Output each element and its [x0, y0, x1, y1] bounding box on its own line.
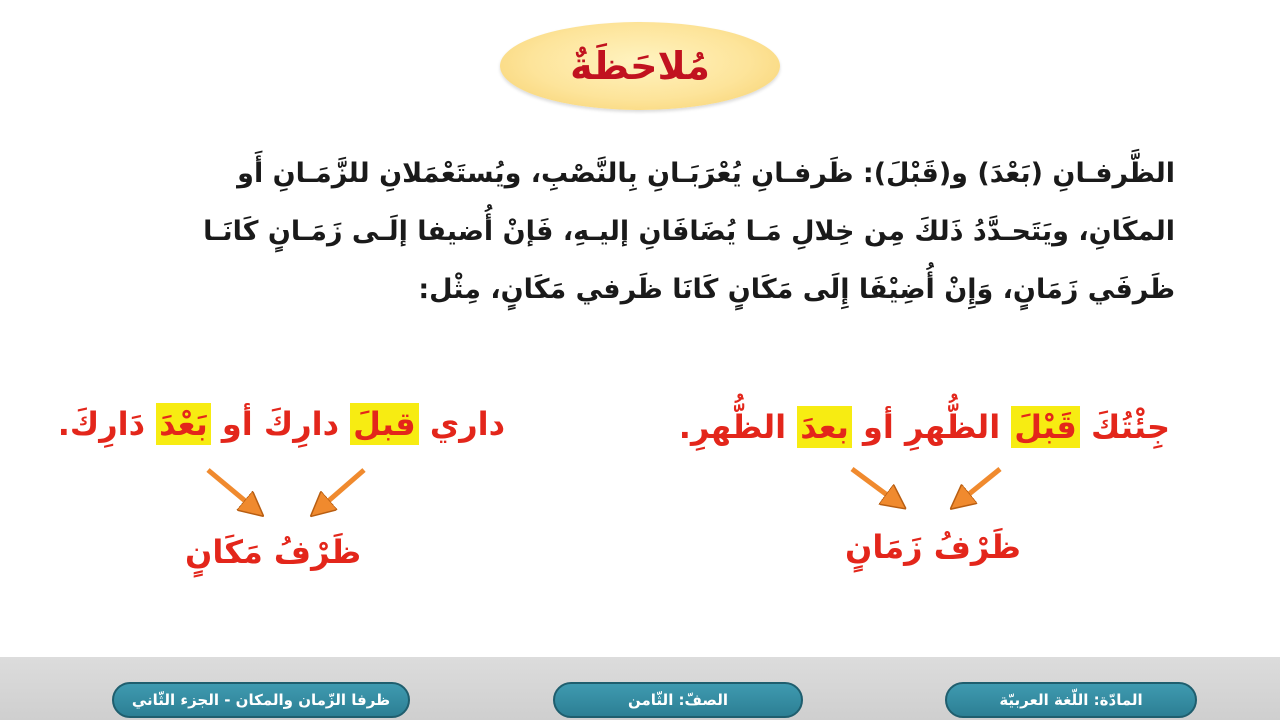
arrow-time-1 [852, 469, 898, 503]
slide-title: مُلاحَظَةٌ [570, 44, 710, 88]
example-place-text-1: داري [429, 405, 505, 443]
result-place-label: ظَرْفُ مَكَانٍ [185, 533, 362, 571]
example-place-text-2: دارِكَ أو [221, 405, 339, 443]
example-place-text-3: دَارِكَ. [57, 405, 146, 443]
footer-lesson-pill: ظرفا الزّمان والمكان - الجزء الثّاني [112, 682, 410, 718]
arrow-place-1 [208, 470, 256, 510]
footer-subject-pill: المادّة: اللّغة العربيّة [945, 682, 1197, 718]
footer-grade-pill: الصفّ: الثّامن [553, 682, 803, 718]
result-time-label: ظَرْفُ زَمَانٍ [845, 528, 1021, 566]
example-place-highlight-baada: بَعْدَ [156, 403, 211, 445]
paragraph-line-2: المكَانِ، ويَتَحـدَّدُ ذَلكَ مِن خِلالِ مَـا يُضَافَانِ إليـهِ، فَإنْ أُضيفا إلَـى زَمَـانٍ كَانَـا [203, 216, 1175, 247]
arrow-time-2 [958, 469, 1000, 503]
example-time-highlight-qabla: قَبْلَ [1011, 406, 1080, 448]
paragraph-line-1: الظَّرفـانِ (بَعْدَ) و(قَبْلَ): ظَرفـانِ يُعْرَبَـانِ بِالنَّصْبِ، ويُستَعْمَلانِ للزَّمَـانِ أَو [237, 158, 1175, 189]
example-time-text-1: جِئْتُكَ [1091, 408, 1170, 446]
example-time-highlight-baada: بعدَ [797, 406, 852, 448]
example-time-text-2: الظُّهرِ أو [862, 408, 1001, 446]
example-place-highlight-qabla: قبلَ [350, 403, 419, 445]
arrow-place-2 [318, 470, 364, 510]
paragraph-line-3: ظَرفَي زَمَانٍ، وَإِنْ أُضِيْفَا إِلَى مَكَانٍ كَانَا ظَرفي مَكَانٍ، مِثْل: [418, 274, 1175, 305]
example-time-text-3: الظُّهرِ. [678, 408, 787, 446]
